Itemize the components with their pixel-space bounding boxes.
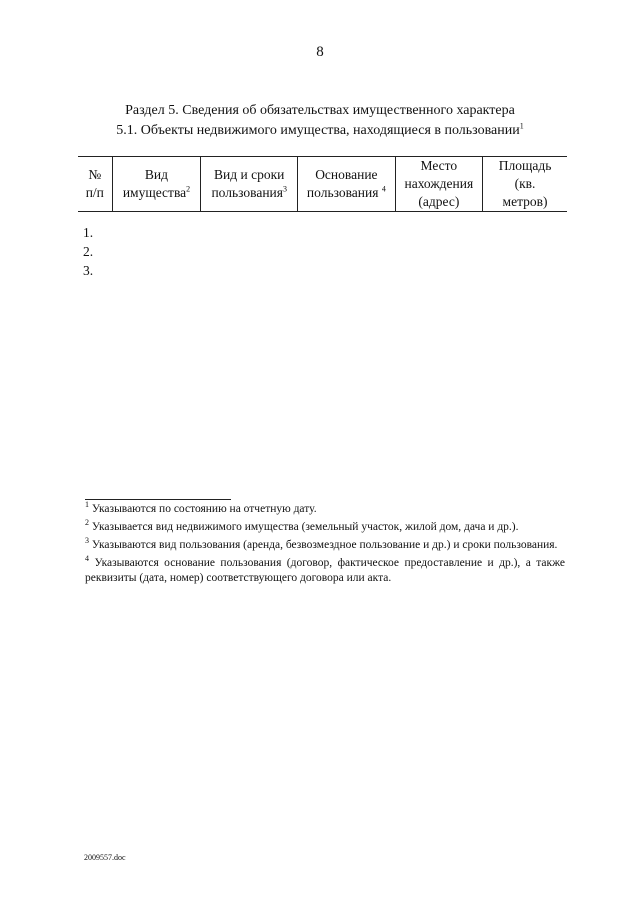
header-use-terms: Вид и сроки пользования$^3$ [201, 157, 298, 212]
real-estate-table [78, 156, 567, 212]
subsection-heading: 5.1. Объекты недвижимого имущества, находящиеся в пользовании$^1$ [116, 121, 524, 138]
table-row: 3. [83, 263, 94, 278]
header-property-type: Вид имущества$^2$ [112, 157, 201, 212]
table-row: 2. [83, 244, 94, 259]
header-number: № п/п [78, 157, 112, 212]
footnote-separator [85, 499, 231, 500]
footnote-ref-1: 1 [519, 121, 524, 131]
header-use-basis: Основание пользования $^4$ [298, 157, 396, 212]
section-title [0, 101, 640, 141]
document-filename: 2009557.doc [84, 853, 126, 862]
table-rows [83, 223, 93, 280]
table-header-row [78, 157, 567, 212]
footnote-3: $^3$ Указываются вид пользования (аренда, безвозмездное пользование и др.) и сроки пользования. [85, 536, 558, 551]
table-row: 1. [83, 225, 94, 240]
section-heading: Раздел 5. Сведения об обязательствах имущественного характера [125, 103, 515, 118]
footnote-1: $^1$ Указываются по состоянию на отчетную дату. [85, 500, 317, 515]
header-location: Место нахождения (адрес) [395, 157, 482, 212]
footnote-2: $^2$ Указывается вид недвижимого имущества (земельный участок, жилой дом, дача и др.). [85, 518, 519, 533]
header-area: Площадь (кв. метров) [483, 157, 567, 212]
page-number: 8 [316, 44, 324, 60]
footnotes [85, 502, 565, 589]
footnote-4: $^4$ Указываются основание пользования (договор, фактическое предоставление и др.), а также реквизиты (дата, номер) соответствующего договора или акта. [85, 554, 566, 584]
